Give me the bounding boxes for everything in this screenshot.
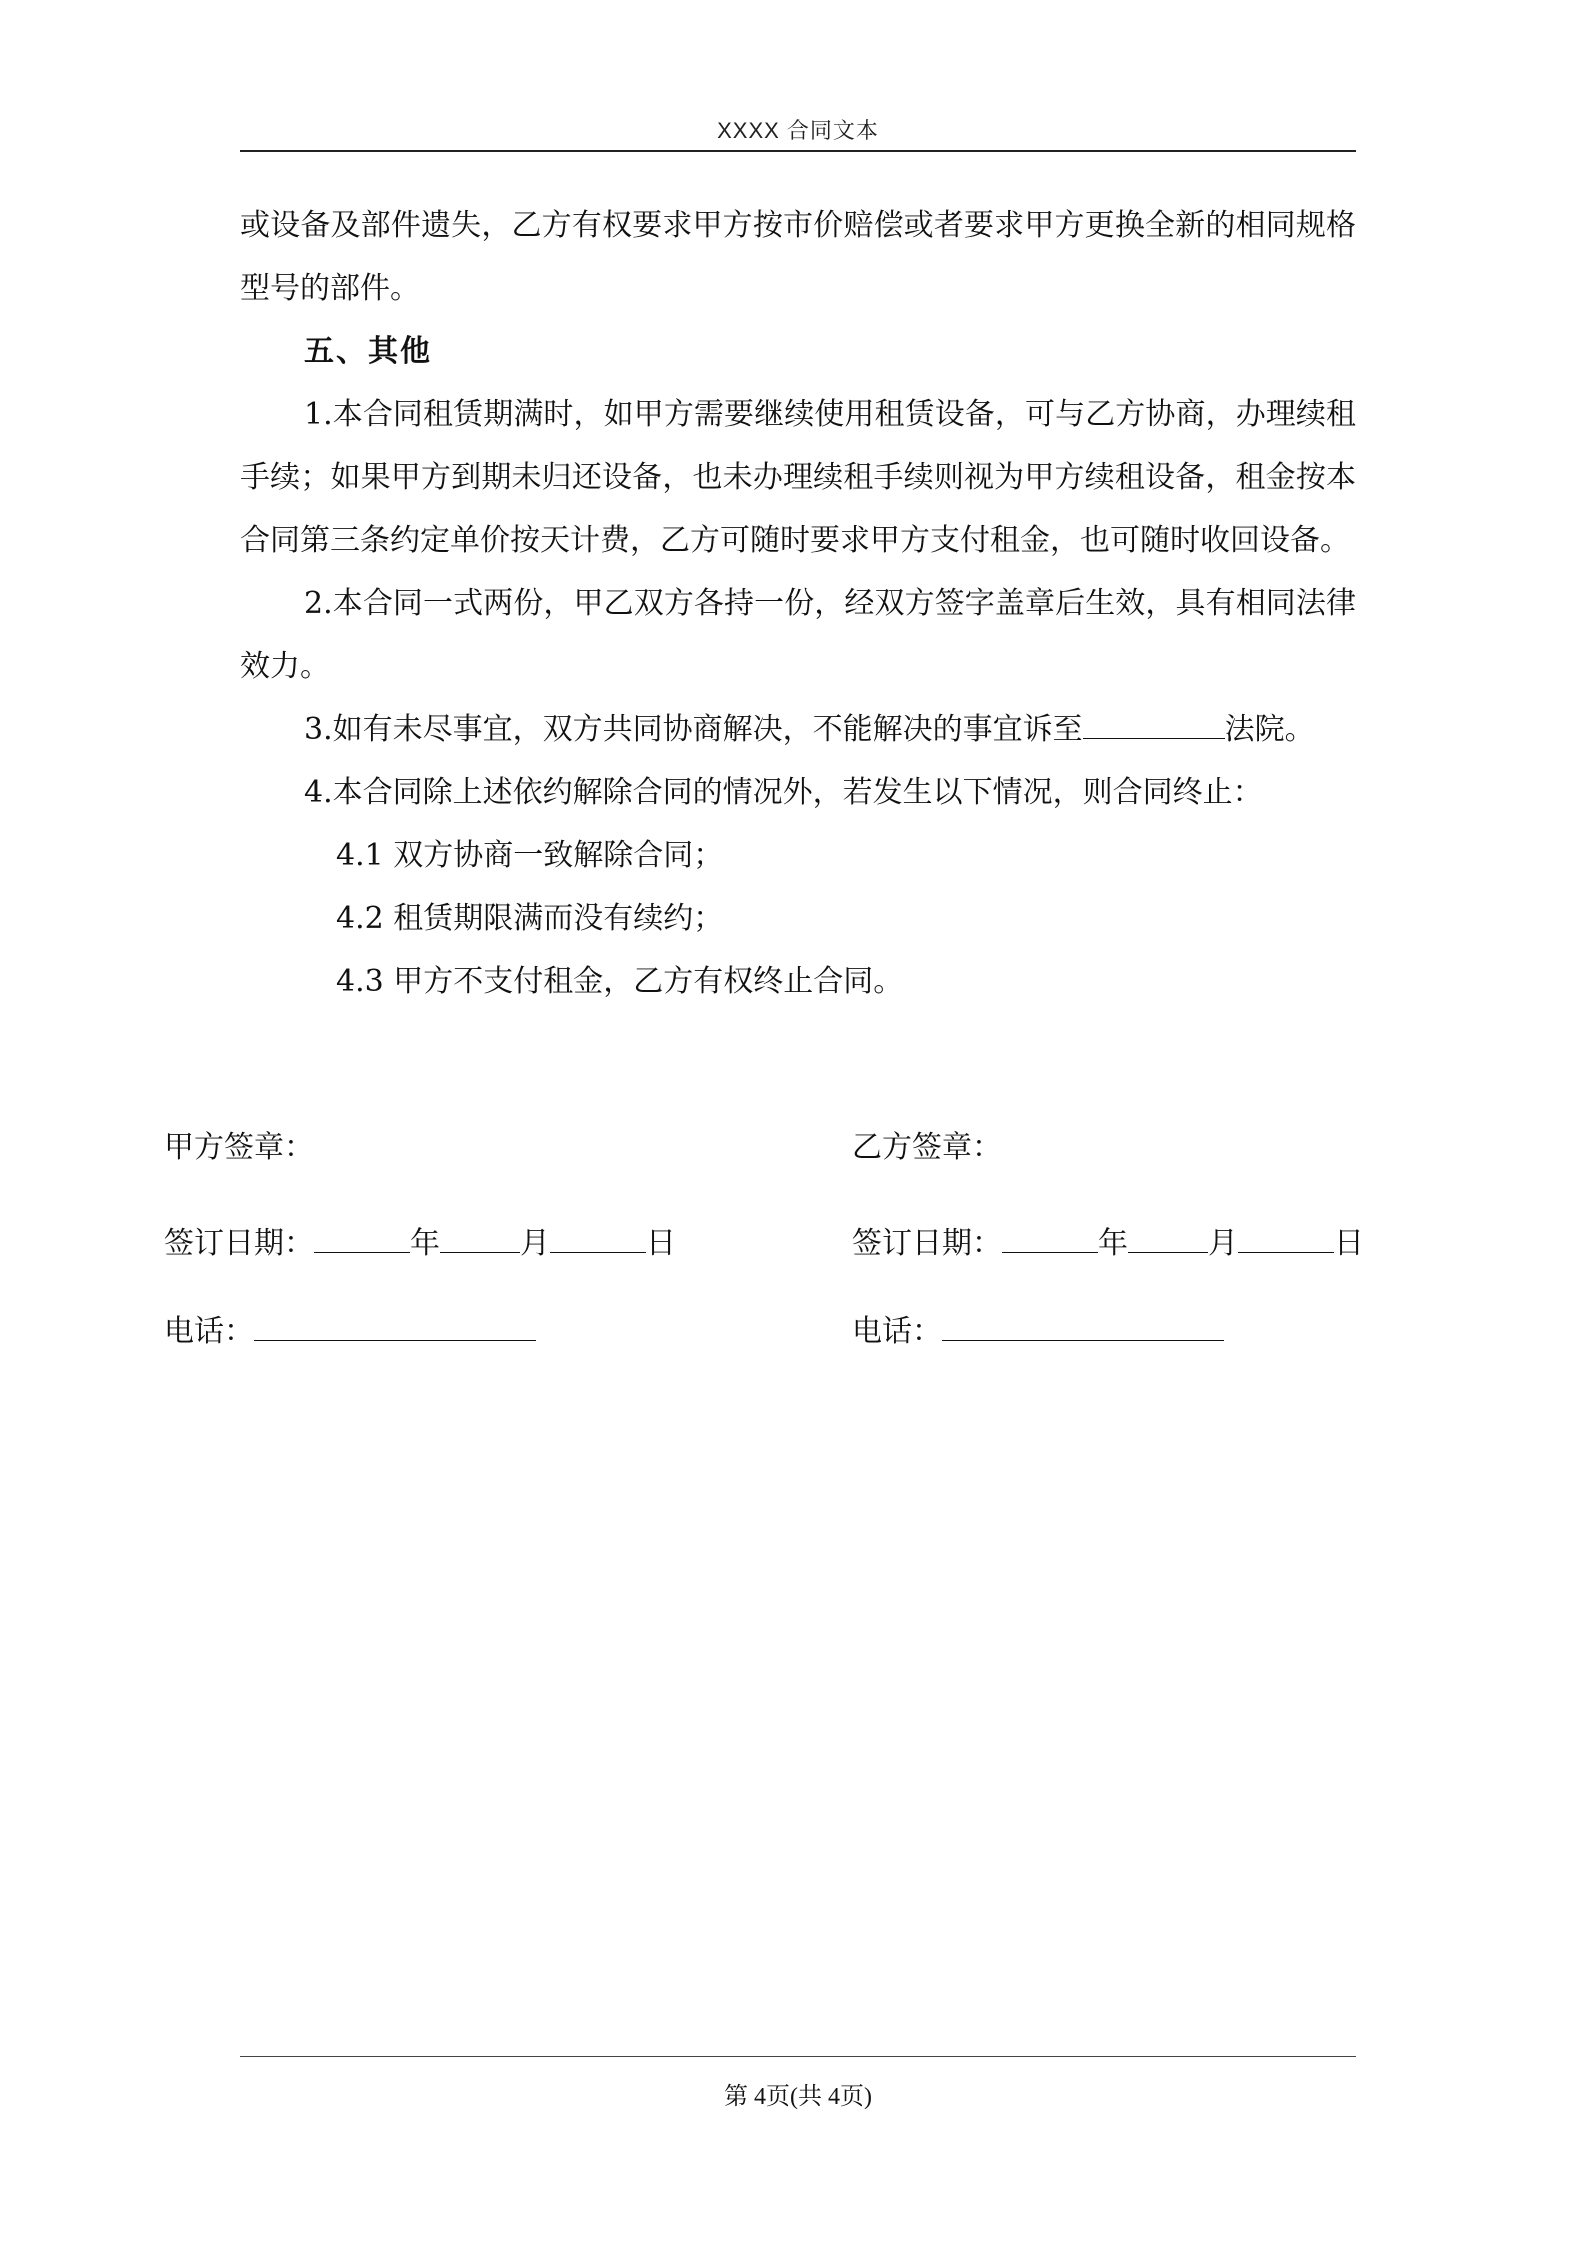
party-a-day-blank[interactable] xyxy=(550,1222,646,1253)
clause-3-suffix: 法院。 xyxy=(1224,712,1315,747)
clause-3 xyxy=(240,698,1356,761)
clause-4: 4.本合同除上述依约解除合同的情况外，若发生以下情况，则合同终止： xyxy=(304,775,1263,810)
party-b-day-label: 日 xyxy=(1334,1226,1364,1261)
party-b-phone-label: 电话： xyxy=(852,1314,942,1349)
party-b-month-label: 月 xyxy=(1208,1226,1238,1261)
page-indicator: 第 4页(共 4页) xyxy=(724,2084,872,2110)
party-b-signature-block xyxy=(852,1128,1412,1368)
party-a-day-label: 日 xyxy=(646,1226,676,1261)
party-a-date-label: 签订日期： xyxy=(164,1226,314,1261)
party-b-date-label: 签订日期： xyxy=(852,1226,1002,1261)
document-header-title: XXXX 合同文本 xyxy=(717,118,879,143)
party-a-month-label: 月 xyxy=(520,1226,550,1261)
contract-body xyxy=(240,194,1356,1013)
footer-divider xyxy=(240,2056,1356,2057)
party-a-month-blank[interactable] xyxy=(440,1222,520,1253)
party-a-phone-label: 电话： xyxy=(164,1314,254,1349)
clause-1: 1.本合同租赁期满时，如甲方需要继续使用租赁设备，可与乙方协商，办理续租手续；如果甲方到期未归还设备，也未办理续租手续则视为甲方续租设备，租金按本合同第三条约定单价按天计费，乙方可随时要求甲方支付租金，也可随时收回设备。 xyxy=(240,397,1356,558)
party-b-month-blank[interactable] xyxy=(1128,1222,1208,1253)
clause-4-2: 4.2 租赁期限满而没有续约； xyxy=(336,901,724,936)
party-a-seal-label: 甲方签章： xyxy=(164,1130,314,1165)
party-b-day-blank[interactable] xyxy=(1238,1222,1334,1253)
party-a-phone-blank[interactable] xyxy=(254,1310,536,1341)
clause-4-1: 4.1 双方协商一致解除合同； xyxy=(336,838,724,873)
party-a-signature-block xyxy=(164,1128,724,1368)
clause-4-3: 4.3 甲方不支付租金，乙方有权终止合同。 xyxy=(336,964,904,999)
party-b-seal-label: 乙方签章： xyxy=(852,1130,1002,1165)
clause-2: 2.本合同一式两份，甲乙双方各持一份，经双方签字盖章后生效，具有相同法律效力。 xyxy=(240,586,1356,684)
header-divider xyxy=(240,150,1356,152)
clause-3-text: 3.如有未尽事宜，双方共同协商解决，不能解决的事宜诉至 xyxy=(304,712,1083,747)
party-a-year-blank[interactable] xyxy=(314,1222,410,1253)
party-b-year-blank[interactable] xyxy=(1002,1222,1098,1253)
party-a-year-label: 年 xyxy=(410,1226,440,1261)
party-b-phone-blank[interactable] xyxy=(942,1310,1224,1341)
party-b-year-label: 年 xyxy=(1098,1226,1128,1261)
court-name-blank[interactable] xyxy=(1083,708,1225,739)
continuation-paragraph: 或设备及部件遗失，乙方有权要求甲方按市价赔偿或者要求甲方更换全新的相同规格型号的部件。 xyxy=(240,208,1356,306)
section-heading-other: 五、其他 xyxy=(304,334,432,369)
